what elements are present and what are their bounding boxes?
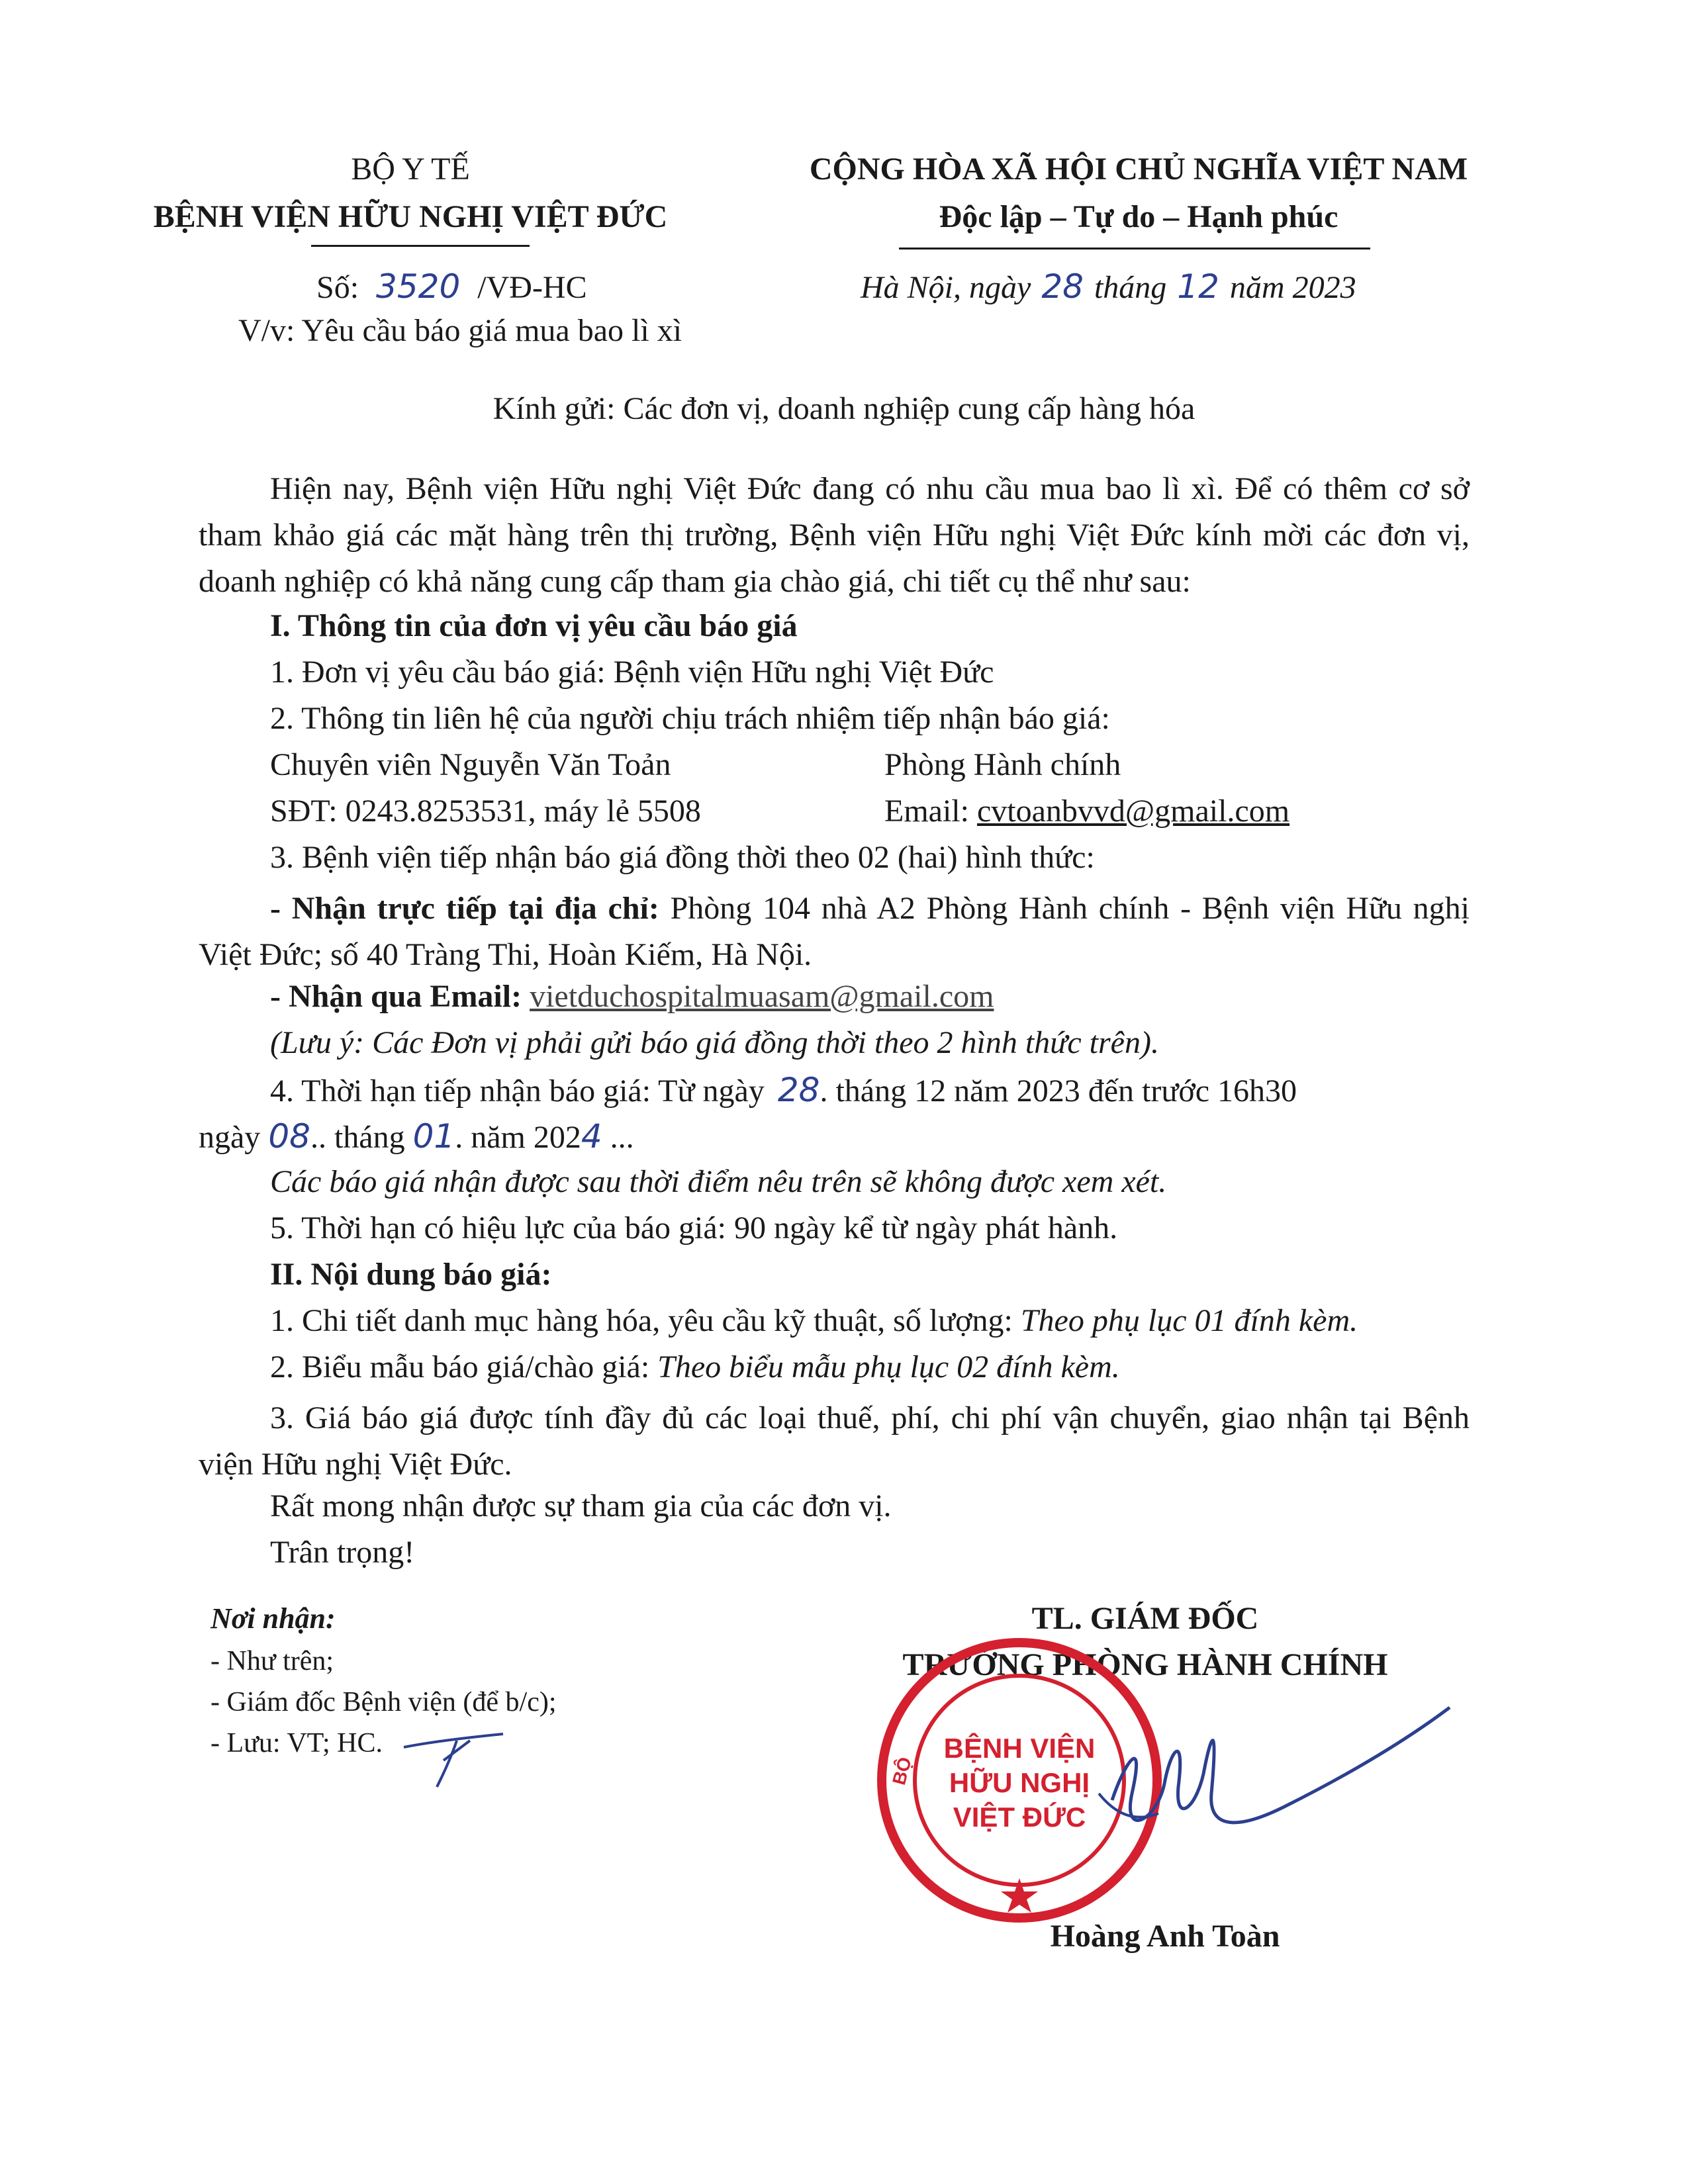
item-4-day2-handwritten: 08 [268, 1117, 310, 1156]
contact-phone: SĐT: 0243.8253531, máy lẻ 5508 [270, 794, 701, 829]
contact-email-row [884, 793, 1289, 829]
section-1-title: I. Thông tin của đơn vị yêu cầu báo giá [270, 608, 798, 643]
recipients-title: Nơi nhận: [211, 1602, 336, 1635]
item-4-text-d: .. tháng [310, 1120, 405, 1155]
section-1-item-5: 5. Thời hạn có hiệu lực của báo giá: 90 ngày kể từ ngày phát hành. [270, 1210, 1118, 1246]
section-2-item-1-text: 1. Chi tiết danh mục hàng hóa, yêu cầu kỹ thuật, số lượng: [270, 1303, 1021, 1338]
date-prefix: Hà Nội, ngày [861, 270, 1031, 305]
seal-side-text: BỘ [888, 1754, 915, 1788]
direct-receipt-label: - Nhận trực tiếp tại địa chỉ [270, 891, 649, 926]
signer-title-1: TL. GIÁM ĐỐC [1031, 1601, 1259, 1636]
country-name: CỘNG HÒA XÃ HỘI CHỦ NGHĨA VIỆT NAM [809, 152, 1468, 187]
recipient-1: - Như trên; [211, 1646, 334, 1676]
item-4-text-a: 4. Thời hạn tiếp nhận báo giá: Từ ngày [270, 1073, 765, 1109]
signer-name: Hoàng Anh Toàn [1050, 1919, 1280, 1954]
direct-receipt-address: Phòng 104 nhà A2 Phòng Hành chính - Bệnh viện Hữu nghị Việt Đức; số 40 Tràng Thi, Hoàn Kiếm, Hà Nội. [199, 891, 1470, 972]
section-2-item-2-text: 2. Biểu mẫu báo giá/chào giá: [270, 1349, 658, 1385]
signature-mark [1086, 1694, 1456, 1866]
number-suffix: /VĐ-HC [477, 270, 587, 305]
section-1-item-4-line-1 [270, 1071, 1297, 1109]
item-4-text-f: ... [602, 1120, 634, 1155]
intro-paragraph: Hiện nay, Bệnh viện Hữu nghị Việt Đức đang có nhu cầu mua bao lì xì. Để có thêm cơ sở tham khảo giá các mặt hàng trên thị trường, Bệnh viện Hữu nghị Việt Đức kính mời các đơn vị, doanh nghiệp có khả năng cung cấp tham gia chào giá, chi tiết cụ thể như sau: [199, 471, 1470, 599]
seal-line-2: HỮU NGHỊ [949, 1767, 1090, 1798]
item-4-note: Các báo giá nhận được sau thời điểm nêu trên sẽ không được xem xét. [270, 1164, 1167, 1199]
email-receipt-link[interactable]: vietduchospitalmuasam@gmail.com [530, 979, 994, 1014]
contact-email-link[interactable]: cvtoanbvvd@gmail.com [976, 794, 1290, 829]
section-2-item-1-italic: Theo phụ lục 01 đính kèm. [1020, 1303, 1358, 1338]
email-receipt-colon: : [511, 979, 530, 1014]
signer-title-2: TRƯỞNG PHÒNG HÀNH CHÍNH [902, 1647, 1388, 1682]
ministry-name: BỘ Y TẾ [351, 152, 470, 187]
recipient-3: - Lưu: VT; HC. [211, 1728, 383, 1758]
national-motto: Độc lập – Tự do – Hạnh phúc [939, 199, 1338, 234]
date-suffix: năm 2023 [1229, 270, 1356, 305]
section-2-title: II. Nội dung báo giá: [270, 1257, 552, 1292]
hospital-underline [311, 245, 530, 247]
closing-line-2: Trân trọng! [270, 1535, 415, 1570]
section-1-item-3: 3. Bệnh viện tiếp nhận báo giá đồng thời theo 02 (hai) hình thức: [270, 840, 1095, 875]
direct-receipt-colon: : [648, 891, 659, 926]
motto-underline [899, 248, 1370, 250]
number-prefix: Số: [316, 270, 359, 305]
section-1-item-2: 2. Thông tin liên hệ của người chịu trách nhiệm tiếp nhận báo giá: [270, 701, 1110, 736]
section-2-item-1 [270, 1302, 1358, 1339]
number-handwritten: 3520 [376, 267, 461, 306]
contact-name: Chuyên viên Nguyễn Văn Toản [270, 747, 671, 782]
section-1-item-4-line-2 [199, 1117, 634, 1156]
section-1-item-1: 1. Đơn vị yêu cầu báo giá: Bệnh viện Hữu nghị Việt Đức [270, 655, 994, 690]
item-4-month2-handwritten: 01 [412, 1117, 455, 1156]
date-month-handwritten: 12 [1177, 267, 1219, 306]
direct-receipt-paragraph [199, 886, 1470, 978]
seal-line-1: BỆNH VIỆN [943, 1733, 1096, 1764]
email-receipt-label: - Nhận qua Email [270, 979, 512, 1014]
initials-mark [397, 1721, 510, 1794]
recipient-line: Kính gửi: Các đơn vị, doanh nghiệp cung cấp hàng hóa [492, 391, 1196, 426]
seal-line-3: VIỆT ĐỨC [953, 1801, 1086, 1833]
closing-line-1: Rất mong nhận được sự tham gia của các đơn vị. [270, 1488, 892, 1524]
date-day-handwritten: 28 [1041, 267, 1084, 306]
recipient-2: - Giám đốc Bệnh viện (để b/c); [211, 1687, 557, 1717]
hospital-name: BỆNH VIỆN HỮU NGHỊ VIỆT ĐỨC [153, 199, 668, 234]
section-2-item-3: 3. Giá báo giá được tính đầy đủ các loại thuế, phí, chi phí vận chuyển, giao nhận tại Bệnh viện Hữu nghị Việt Đức. [199, 1400, 1470, 1482]
note-line: (Lưu ý: Các Đơn vị phải gửi báo giá đồng thời theo 2 hình thức trên). [270, 1025, 1159, 1060]
contact-department: Phòng Hành chính [884, 747, 1121, 782]
item-4-text-e: . năm 202 [455, 1120, 581, 1155]
section-2-item-2-italic: Theo biểu mẫu phụ lục 02 đính kèm. [657, 1349, 1120, 1385]
date-month-word: tháng [1094, 270, 1167, 305]
document-number [316, 267, 587, 306]
contact-email-label: Email: [884, 794, 969, 829]
section-2-item-2 [270, 1349, 1120, 1385]
document-date [861, 267, 1356, 306]
email-receipt-row [270, 978, 994, 1015]
document-subject: V/v: Yêu cầu báo giá mua bao lì xì [238, 313, 682, 348]
item-4-day-handwritten: 28 [777, 1071, 820, 1109]
item-4-text-b: . tháng 12 năm 2023 đến trước 16h30 [820, 1073, 1297, 1109]
item-4-text-c: ngày [199, 1120, 261, 1155]
item-4-year-handwritten: 4 [581, 1117, 602, 1156]
